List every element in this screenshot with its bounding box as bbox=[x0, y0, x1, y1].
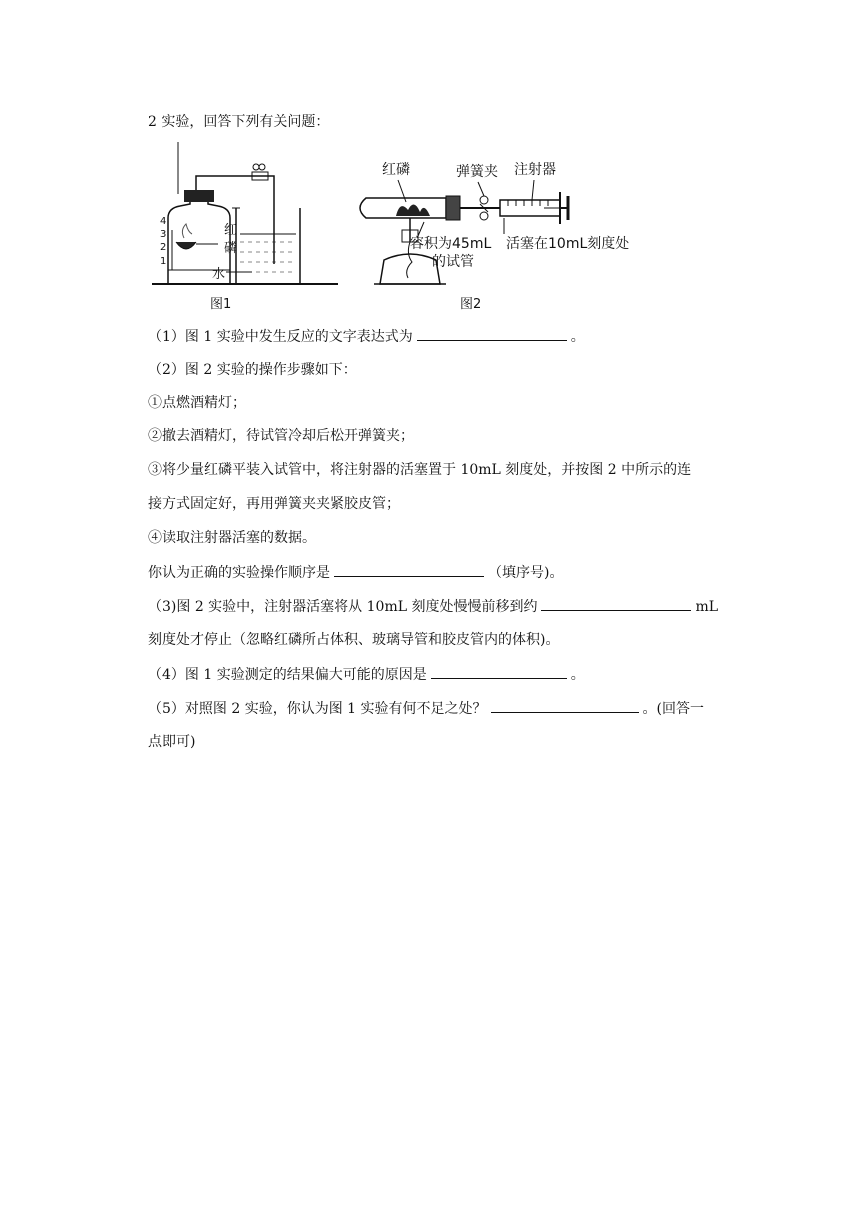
question-4-end: 。 bbox=[570, 667, 585, 683]
question-5-end: 。(回答一 bbox=[642, 701, 704, 717]
question-1-blank[interactable] bbox=[417, 326, 567, 341]
scale-mark-3: 3 bbox=[160, 229, 167, 240]
label-red: 红 bbox=[224, 223, 238, 238]
step-4: ④读取注射器活塞的数据。 bbox=[148, 530, 316, 546]
question-4-blank[interactable] bbox=[431, 664, 567, 679]
question-2-end: （填序号)。 bbox=[488, 565, 564, 581]
question-4-text: （4）图 1 实验测定的结果偏大可能的原因是 bbox=[148, 667, 427, 683]
figure-2-caption: 图2 bbox=[460, 297, 482, 312]
label-phosphorus: 磷 bbox=[224, 241, 238, 256]
label-syringe: 注射器 bbox=[514, 162, 556, 178]
step-1: ①点燃酒精灯； bbox=[148, 395, 246, 411]
figure-1-caption: 图1 bbox=[210, 297, 232, 312]
question-5-line-2: 点即可) bbox=[148, 734, 196, 750]
question-1-text: （1）图 1 实验中发生反应的文字表达式为 bbox=[148, 329, 413, 345]
question-5 bbox=[148, 698, 704, 719]
question-3-text: （3)图 2 实验中，注射器活塞将从 10mL 刻度处慢慢前移到约 bbox=[148, 599, 538, 615]
figure-1-apparatus bbox=[152, 142, 338, 312]
label-test-tube: 的试管 bbox=[432, 254, 474, 270]
label-spring-clip: 弹簧夹 bbox=[456, 164, 498, 180]
scale-mark-4: 4 bbox=[160, 216, 167, 227]
label-plunger-position: 活塞在10mL刻度处 bbox=[506, 236, 630, 252]
question-2-blank[interactable] bbox=[334, 562, 484, 577]
scale-mark-2: 2 bbox=[160, 242, 167, 253]
question-2-text: 你认为正确的实验操作顺序是 bbox=[148, 565, 330, 581]
question-3 bbox=[148, 596, 718, 617]
step-3-line-1: ③将少量红磷平装入试管中，将注射器的活塞置于 10mL 刻度处，并按图 2 中所示的连 bbox=[148, 462, 692, 478]
label-water: 水 bbox=[212, 267, 226, 282]
question-5-text: （5）对照图 2 实验，你认为图 1 实验有何不足之处？ bbox=[148, 701, 487, 717]
question-5-blank[interactable] bbox=[491, 698, 639, 713]
question-3-blank[interactable] bbox=[541, 596, 691, 611]
question-1-end: 。 bbox=[570, 329, 585, 345]
step-3-line-2: 接方式固定好，再用弹簧夹夹紧胶皮管； bbox=[148, 496, 400, 512]
question-4 bbox=[148, 664, 585, 685]
step-2: ②撤去酒精灯，待试管冷却后松开弹簧夹； bbox=[148, 428, 414, 444]
label-red-phosphorus: 红磷 bbox=[382, 162, 410, 178]
experiment-figure bbox=[148, 138, 648, 314]
question-1 bbox=[148, 326, 585, 347]
scale-mark-1: 1 bbox=[160, 256, 167, 267]
figure-2-apparatus bbox=[360, 161, 629, 312]
question-3-unit: mL bbox=[695, 599, 719, 615]
question-3-line-2: 刻度处才停止（忽略红磷所占体积、玻璃导管和胶皮管内的体积)。 bbox=[148, 632, 560, 648]
question-2-title: （2）图 2 实验的操作步骤如下： bbox=[148, 362, 357, 378]
question-2-answer bbox=[148, 562, 563, 583]
label-tube-volume: 容积为45mL bbox=[410, 236, 492, 252]
intro-text: 2 实验，回答下列有关问题： bbox=[148, 114, 330, 130]
